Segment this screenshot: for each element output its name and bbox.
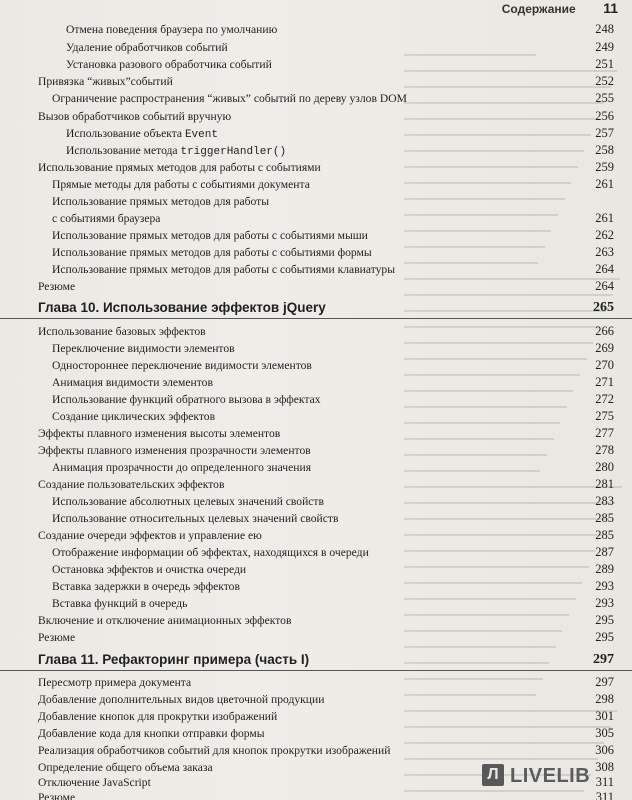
toc-page-number: 297 xyxy=(595,675,614,689)
toc-entry xyxy=(0,211,632,226)
toc-entry xyxy=(0,279,632,294)
toc-entry xyxy=(0,91,632,106)
toc-page-number: 259 xyxy=(595,160,614,174)
toc-entry-title: Удаление обработчиков событий xyxy=(66,41,228,54)
toc-entry-title: Создание циклических эффектов xyxy=(52,410,216,423)
toc-entry xyxy=(0,245,632,260)
toc-page-number: 295 xyxy=(595,630,614,644)
toc-page-number: 298 xyxy=(595,692,614,706)
toc-entry-title: Резюме xyxy=(38,631,76,644)
toc-entry-title: Использование абсолютных целевых значений свойств xyxy=(52,495,324,508)
toc-page-number: 301 xyxy=(595,709,614,723)
toc-entry xyxy=(0,109,632,124)
toc-entry-title: Использование прямых методов для работы с событиями мыши xyxy=(52,229,368,242)
toc-entry-title: Использование прямых методов для работы с событиями формы xyxy=(52,246,372,259)
toc-page-number: 272 xyxy=(595,392,614,406)
toc-entry-title: Добавление кнопок для прокрутки изображений xyxy=(38,710,278,723)
toc-entry xyxy=(0,392,632,407)
toc-page-number: 293 xyxy=(595,596,614,610)
toc-page-number: 252 xyxy=(595,74,614,88)
toc-page-number: 258 xyxy=(595,143,614,157)
toc-entry-title: Использование относительных целевых значений свойств xyxy=(52,512,339,525)
toc-page-number: 271 xyxy=(595,375,614,389)
toc-page-number: 297 xyxy=(593,652,614,667)
toc-entry-title: Прямые методы для работы с событиями документа xyxy=(52,178,310,191)
toc-page-number: 263 xyxy=(595,245,614,259)
toc-entry xyxy=(0,358,632,373)
toc-page-number: 285 xyxy=(595,528,614,542)
toc-entry xyxy=(0,324,632,339)
toc-page-number: 261 xyxy=(595,177,614,191)
toc-page-number: 251 xyxy=(595,57,614,71)
toc-page-number: 255 xyxy=(595,91,614,105)
toc-entry xyxy=(0,409,632,424)
toc-page-number: 265 xyxy=(593,300,614,315)
toc-entry-code: triggerHandler() xyxy=(180,146,287,158)
toc-entry xyxy=(0,375,632,390)
toc-page-number: 256 xyxy=(595,109,614,123)
toc-entry xyxy=(0,22,632,37)
toc-entry-title: Глава 10. Использование эффектов jQuery xyxy=(38,300,326,315)
toc-entry xyxy=(0,228,632,243)
toc-entry xyxy=(0,494,632,509)
toc-entry-title: Резюме xyxy=(38,791,76,800)
toc-entry-title: Отмена поведения браузера по умолчанию xyxy=(66,23,278,36)
toc-entry xyxy=(0,426,632,441)
toc-page-number: 264 xyxy=(595,279,614,293)
toc-entry-title: Использование метода triggerHandler() xyxy=(66,144,287,158)
toc-entry xyxy=(0,579,632,594)
toc-page-number: 266 xyxy=(595,324,614,338)
toc-entry xyxy=(0,74,632,89)
toc-entry-title: Использование функций обратного вызова в эффектах xyxy=(52,393,321,406)
toc-page-number: 275 xyxy=(595,409,614,423)
toc-page-number: 283 xyxy=(595,494,614,508)
running-title: Содержание xyxy=(501,2,576,16)
toc-chapter-heading xyxy=(0,650,632,671)
livelib-watermark: LIVELIB xyxy=(510,765,591,787)
toc-entry-title: Реализация обработчиков событий для кнопок прокрутки изображений xyxy=(38,744,391,757)
toc-page-number: 293 xyxy=(595,579,614,593)
toc-entry-title: Создание очереди эффектов и управление ею xyxy=(38,529,262,542)
toc-entry-title: Включение и отключение анимационных эффектов xyxy=(38,614,292,627)
toc-entry-title: Использование прямых методов для работы xyxy=(52,195,270,208)
toc-entry-title: Установка разового обработчика событий xyxy=(66,58,272,71)
toc-entry-title: Анимация прозрачности до определенного значения xyxy=(52,461,312,474)
toc-entry xyxy=(0,194,632,209)
toc-entry-title: Привязка “живых”событий xyxy=(38,75,173,88)
toc-entry xyxy=(0,562,632,577)
toc-entry-code: Event xyxy=(184,129,218,141)
toc-page-number: 262 xyxy=(595,228,614,242)
toc-page-number: 289 xyxy=(595,562,614,576)
toc-page-number: 278 xyxy=(595,443,614,457)
toc-entry-title: Эффекты плавного изменения высоты элементов xyxy=(38,427,281,440)
toc-entry xyxy=(0,613,632,628)
toc-entry xyxy=(0,675,632,690)
toc-page-number: 280 xyxy=(595,460,614,474)
toc-entry-title: Вставка функций в очередь xyxy=(52,597,188,610)
toc-page-number: 311 xyxy=(595,775,614,789)
toc-page-number: 311 xyxy=(595,790,614,800)
toc-entry xyxy=(0,460,632,475)
toc-page-number: 277 xyxy=(595,426,614,440)
toc-page-number: 261 xyxy=(595,211,614,225)
toc-entry-title: Анимация видимости элементов xyxy=(52,376,213,389)
toc-page-number: 248 xyxy=(595,22,614,36)
toc-entry-title: Использование объекта Event xyxy=(66,127,218,141)
toc-entry xyxy=(0,40,632,55)
page-number: 11 xyxy=(603,0,618,16)
toc-entry xyxy=(0,528,632,543)
toc-entry-title: Остановка эффектов и очистка очереди xyxy=(52,563,247,576)
toc-entry-title: Переключение видимости элементов xyxy=(52,342,235,355)
toc-entry-title: Отображение информации об эффектах, находящихся в очереди xyxy=(52,546,369,559)
toc-page-number: 305 xyxy=(595,726,614,740)
toc-entry-title: Вставка задержки в очередь эффектов xyxy=(52,580,240,593)
toc-entry-title: Добавление кода для кнопки отправки формы xyxy=(38,727,265,740)
toc-entry xyxy=(0,790,632,800)
toc-entry-title: Резюме xyxy=(38,280,76,293)
toc-entry-title: Определение общего объема заказа xyxy=(38,761,213,774)
toc-entry-title: Создание пользовательских эффектов xyxy=(38,478,225,491)
toc-page-number: 264 xyxy=(595,262,614,276)
toc-entry xyxy=(0,477,632,492)
toc-page-number: 257 xyxy=(595,126,614,140)
toc-entry-title: Добавление дополнительных видов цветочной продукции xyxy=(38,693,325,706)
toc-entry xyxy=(0,545,632,560)
toc-page-number: 281 xyxy=(595,477,614,491)
toc-entry xyxy=(0,57,632,72)
toc-page-number: 270 xyxy=(595,358,614,372)
toc-page-number: 295 xyxy=(595,613,614,627)
toc-entry xyxy=(0,630,632,645)
toc-entry-title: Эффекты плавного изменения прозрачности элементов xyxy=(38,444,311,457)
toc-entry-title: Использование прямых методов для работы с событиями клавиатуры xyxy=(52,263,396,276)
toc-entry xyxy=(0,262,632,277)
toc-entry-title: Отключение JavaScript xyxy=(38,776,151,789)
toc-entry xyxy=(0,443,632,458)
toc-entry-title: Пересмотр примера документа xyxy=(38,676,192,689)
toc-entry-title: Ограничение распространения “живых” событий по дереву узлов DOM xyxy=(52,92,407,105)
toc-page-number: 306 xyxy=(595,743,614,757)
toc-entry xyxy=(0,341,632,356)
toc-entry xyxy=(0,160,632,175)
toc-page-number: 285 xyxy=(595,511,614,525)
toc-entry xyxy=(0,596,632,611)
toc-chapter-heading xyxy=(0,298,632,319)
toc-page-number: 249 xyxy=(595,40,614,54)
toc-entry-title: с событиями браузера xyxy=(52,212,161,225)
toc-entry xyxy=(0,743,632,758)
toc-entry xyxy=(0,126,632,141)
toc-entry-title: Использование прямых методов для работы с событиями xyxy=(38,161,321,174)
toc-entry-title: Глава 11. Рефакторинг примера (часть I) xyxy=(38,652,310,667)
toc-entry xyxy=(0,709,632,724)
toc-entry xyxy=(0,143,632,158)
toc-page-number: 287 xyxy=(595,545,614,559)
livelib-logo-icon: Л xyxy=(482,764,504,786)
toc-page-number: 269 xyxy=(595,341,614,355)
toc-page-number: 308 xyxy=(595,760,614,774)
toc-entry-title: Вызов обработчиков событий вручную xyxy=(38,110,232,123)
toc-entry-title: Использование базовых эффектов xyxy=(38,325,206,338)
toc-entry xyxy=(0,511,632,526)
toc-entry xyxy=(0,692,632,707)
toc-entry xyxy=(0,726,632,741)
toc-entry xyxy=(0,177,632,192)
toc-entry-title: Одностороннее переключение видимости элементов xyxy=(52,359,312,372)
